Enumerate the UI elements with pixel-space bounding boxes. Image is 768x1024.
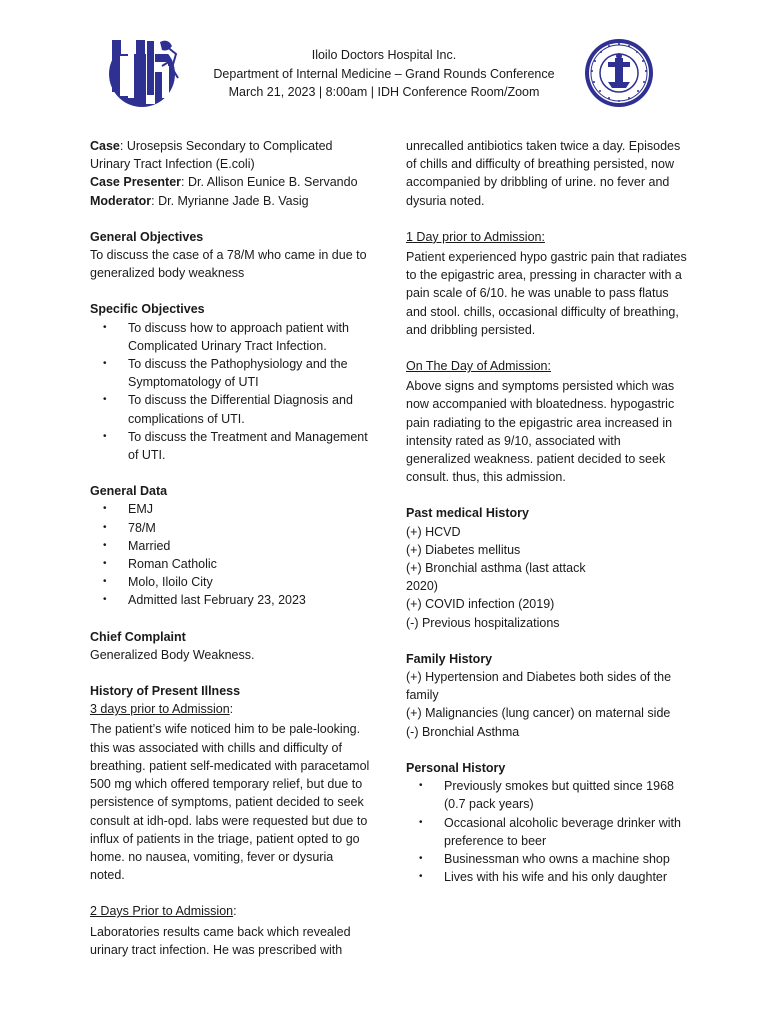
general-data-heading: General Data	[90, 484, 168, 499]
conference-title: Department of Internal Medicine – Grand Rounds Conference	[213, 66, 555, 81]
list-item: • To discuss the Treatment and Management of UTI.	[90, 428, 370, 464]
hospital-name: Iloilo Doctors Hospital Inc.	[311, 48, 457, 62]
right-column	[406, 137, 688, 886]
list-item: • 78/M	[90, 519, 370, 537]
hpi-heading: History of Present Illness	[90, 684, 241, 699]
general-objectives-text: To discuss the case of a 78/M who came in due to generalized body weakness	[90, 248, 367, 281]
idh-logo-icon	[106, 36, 184, 108]
hpi-day-of-admission-text: Above signs and symptoms persisted which was now accompanied with bloatedness. hypogastric pain radiating to the epigastric area increased in intensity rated as 9/10, associated with generalized weakness. patient decided to seek consult. thus, this admission.	[406, 379, 675, 485]
general-data-list	[90, 500, 370, 609]
family-history-line: (-) Bronchial Asthma	[406, 724, 520, 739]
hpi-subheading-2-days: 2 Days Prior to Admission:	[90, 904, 237, 919]
specific-objectives-heading: Specific Objectives	[90, 302, 205, 317]
list-item: • Previously smokes but quitted since 1968 (0.7 pack years)	[406, 777, 688, 813]
general-objectives-heading: General Objectives	[90, 229, 204, 244]
presenter-line: Case Presenter: Dr. Allison Eunice B. Servando	[90, 175, 358, 190]
list-item: • To discuss the Differential Diagnosis and complications of UTI.	[90, 391, 370, 427]
past-medical-line: (+) Bronchial asthma (last attack	[406, 561, 586, 576]
list-item: • EMJ	[90, 500, 370, 518]
list-item: • To discuss the Pathophysiology and the Symptomatology of UTI	[90, 355, 370, 391]
hpi-2-days-text-part1: Laboratories results came back which revealed urinary tract infection. He was prescribed with	[90, 924, 351, 957]
specific-objectives-list	[90, 319, 370, 465]
past-medical-line: (+) COVID infection (2019)	[406, 597, 555, 612]
list-item: • Molo, Iloilo City	[90, 573, 370, 591]
list-item: • Lives with his wife and his only daughter	[406, 868, 688, 886]
document-header	[190, 46, 578, 102]
family-history-heading: Family History	[406, 651, 493, 666]
past-medical-line: 2020)	[406, 579, 438, 594]
list-item: • Occasional alcoholic beverage drinker with preference to beer	[406, 814, 688, 850]
past-medical-line: (+) Diabetes mellitus	[406, 542, 521, 557]
family-history-line: (+) Malignancies (lung cancer) on maternal side	[406, 706, 671, 721]
list-item: • To discuss how to approach patient with Complicated Urinary Tract Infection.	[90, 319, 370, 355]
family-history-line: (+) Hypertension and Diabetes both sides of the family	[406, 670, 672, 703]
chief-complaint-text: Generalized Body Weakness.	[90, 647, 255, 662]
hpi-subheading-1-day: 1 Day prior to Admission:	[406, 229, 545, 244]
past-medical-line: (-) Previous hospitalizations	[406, 615, 560, 630]
personal-history-heading: Personal History	[406, 760, 506, 775]
conference-date-venue: March 21, 2023 | 8:00am | IDH Conference Room/Zoom	[228, 85, 540, 99]
chief-complaint-heading: Chief Complaint	[90, 629, 186, 644]
list-item: • Admitted last February 23, 2023	[90, 591, 370, 609]
hpi-2-days-text-part2: unrecalled antibiotics taken twice a day. Episodes of chills and difficulty of breathing persisted, now accompanied by dribbling of urine. no fever and dysuria noted.	[406, 139, 681, 208]
personal-history-list	[406, 777, 688, 886]
past-medical-line: (+) HCVD	[406, 524, 461, 539]
seal-logo-icon	[584, 38, 654, 108]
list-item: • Roman Catholic	[90, 555, 370, 573]
hpi-subheading-day-of-admission: On The Day of Admission:	[406, 359, 551, 374]
left-column	[90, 137, 370, 959]
moderator-line: Moderator: Dr. Myrianne Jade B. Vasig	[90, 193, 309, 208]
case-line: Case: Urosepsis Secondary to Complicated Urinary Tract Infection (E.coli)	[90, 139, 333, 172]
list-item: • Businessman who owns a machine shop	[406, 850, 688, 868]
hpi-subheading-3-days: 3 days prior to Admission:	[90, 702, 234, 717]
hpi-1-day-text: Patient experienced hypo gastric pain that radiates to the epigastric area, pressing in character with a pain scale of 6/10. he was unable to pass flatus and stool. chills, occasional difficulty of breathing, and dribbling persisted.	[406, 250, 687, 337]
hpi-3-days-text: The patient’s wife noticed him to be pale-looking. this was associated with chills and difficulty of breathing. patient self-medicated with paracetamol 500 mg which offered temporary relief, but due to persistence of symptoms, patient decided to seek consult at idh-opd. labs were requested but due to influx of patients in the triage, patient opted to go home. no nausea, vomiting, fever or dysuria noted.	[90, 722, 370, 883]
past-medical-heading: Past medical History	[406, 506, 529, 521]
list-item: • Married	[90, 537, 370, 555]
